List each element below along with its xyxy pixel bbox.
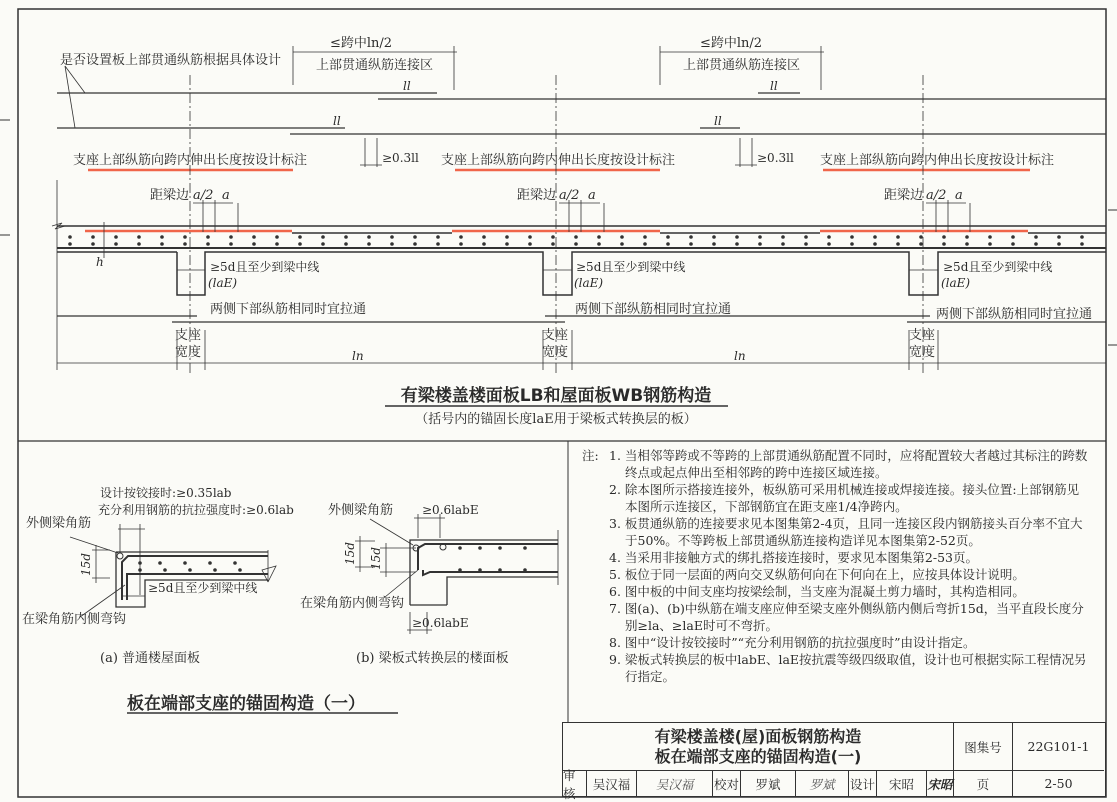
note-item: 3. 板贯通纵筋的连接要求见本图集第2-4页，且同一连接区段内钢筋接头百分率不宜大于50%。不等跨板上部贯通纵筋连接构造详见本图集第2-52页。: [609, 516, 1083, 548]
top-anchor-label: ≥0.6labE: [422, 503, 479, 517]
rebar-dot: [183, 242, 187, 246]
spacing-label: a: [588, 188, 596, 203]
notes-label: 注:: [582, 448, 599, 463]
dist-from-beam-label: 距梁边: [517, 188, 557, 203]
rebar-dot: [413, 235, 417, 239]
laE-label: (laE): [574, 276, 604, 290]
section-title: 板在端部支座的锚固构造（一）: [127, 694, 365, 714]
splice-zone-label: 上部贯通纵筋连接区: [316, 58, 434, 73]
rebar-dot: [478, 546, 482, 550]
rebar-dot: [712, 242, 716, 246]
rebar-dot: [528, 235, 532, 239]
rebar-dot: [458, 546, 462, 550]
hinged-anchor-label: 设计按铰接时:≥0.35lab: [100, 486, 232, 500]
note-item: 1. 当相邻等跨或不等跨的上部贯通纵筋配置不同时，应将配置较大者越过其标注的跨数终点或起点伸出至相邻跨的跨中连接区域连接。: [609, 448, 1088, 480]
check-label: 校对: [713, 771, 741, 796]
support-label: 支座: [542, 328, 569, 343]
rebar-dot: [188, 568, 192, 572]
support-extension-note: 支座上部纵筋向跨内伸出长度按设计标注: [820, 153, 1055, 168]
hook-length-label: 15d: [369, 547, 383, 570]
rebar-dot: [643, 242, 647, 246]
support-label: 支座: [175, 328, 202, 343]
rebar-dot: [137, 235, 141, 239]
rebar-dot: [505, 235, 509, 239]
rebar-dot: [896, 235, 900, 239]
rebar-dot: [413, 242, 417, 246]
bottom-anchor-label: ≥5d且至少到梁中线: [148, 581, 258, 595]
note-item: 5. 板位于同一层面的两向交叉纵筋何向在下何向在上，应按具体设计说明。: [609, 567, 1025, 582]
splice-zone-label: 上部贯通纵筋连接区: [683, 58, 801, 73]
detail-a-labels: [22, 485, 294, 666]
detail-a-diagram: [70, 524, 276, 617]
rebar-dot: [758, 242, 762, 246]
rebar-dot: [321, 242, 325, 246]
splice-limit-label: ≤跨中ln/2: [330, 36, 393, 51]
rebar-dot: [206, 235, 210, 239]
rebar-dot: [498, 546, 502, 550]
bottom-anchor-label: ≥0.6labE: [412, 616, 469, 630]
detail-b-labels: [300, 502, 509, 666]
outer-corner-bar-label: 外侧梁角筋: [26, 516, 92, 531]
diagram-subtitle: （括号内的锚固长度laE用于梁板式转换层的板）: [415, 412, 697, 427]
slab-thickness-label: h: [96, 255, 104, 269]
diagram-title: 有梁楼盖楼面板LB和屋面板WB钢筋构造: [400, 386, 712, 406]
rebar-dot: [988, 242, 992, 246]
rebar-dot: [666, 235, 670, 239]
rebar-dot: [252, 235, 256, 239]
bottom-continuous-note: 两侧下部纵筋相同时宜拉通: [210, 302, 367, 317]
rebar-dot: [114, 242, 118, 246]
rebar-dot: [298, 235, 302, 239]
rebar-dot: [482, 242, 486, 246]
rebar-dot: [965, 242, 969, 246]
bottom-anchor-label: ≥5d且至少到梁中线: [210, 260, 320, 274]
hook-inside-label: 在梁角筋内侧弯钩: [22, 612, 127, 627]
rebar-dot: [781, 242, 785, 246]
atlas-number: 22G101-1: [1013, 723, 1104, 771]
half-spacing-label: a/2: [559, 188, 580, 203]
rebar-dot: [91, 235, 95, 239]
note-item: 8. 图中“设计按铰接时”“充分利用钢筋的抗拉强度时”由设计指定。: [609, 635, 976, 650]
review-label: 审核: [563, 771, 587, 796]
rebar-dot: [459, 242, 463, 246]
rebar-dot: [1080, 235, 1084, 239]
rebar-dot: [597, 242, 601, 246]
outer-corner-bar-label: 外侧梁角筋: [328, 503, 394, 518]
hook-length-label: 15d: [343, 542, 357, 565]
reviewer-signature: 吴汉福: [637, 771, 713, 796]
rebar-dot: [896, 242, 900, 246]
rebar-dot: [275, 235, 279, 239]
full-strength-anchor-label: 充分利用钢筋的抗拉强度时:≥0.6lab: [98, 503, 294, 517]
rebar-dot: [206, 242, 210, 246]
detail-a-caption: (a) 普通楼屋面板: [100, 651, 201, 666]
rebar-dot: [298, 242, 302, 246]
rebar-dot: [988, 235, 992, 239]
rebar-dot: [367, 242, 371, 246]
checker-name: 罗斌: [741, 771, 796, 796]
lap-length-label: ll: [333, 114, 341, 128]
designer-signature: 宋昭: [927, 771, 954, 796]
notes-list: [582, 447, 1088, 685]
rebar-dot: [689, 235, 693, 239]
title-line-1: 有梁楼盖楼(屋)面板钢筋构造: [654, 727, 862, 746]
rebar-dot: [919, 242, 923, 246]
rebar-dot: [620, 235, 624, 239]
rebar-dot: [183, 561, 187, 565]
title-line-2: 板在端部支座的锚固构造(一): [654, 747, 862, 766]
lap-length-label: ll: [714, 114, 722, 128]
note-item: 7. 图(a)、(b)中纵筋在端支座应伸至梁支座外侧纵筋内侧后弯折15d，当平直段长度分别≥la、≥laE时可不弯折。: [609, 601, 1084, 633]
note-item: 6. 图中板的中间支座均按梁绘制，当支座为混凝土剪力墙时，其构造相同。: [609, 584, 1025, 599]
rebar-dot: [160, 235, 164, 239]
rebar-dot: [551, 242, 555, 246]
rebar-dot: [597, 235, 601, 239]
rebar-dot: [158, 561, 162, 565]
design-label: 设计: [849, 771, 877, 796]
rebar-dot: [459, 235, 463, 239]
rebar-dot: [183, 235, 187, 239]
rebar-dot: [482, 235, 486, 239]
half-spacing-label: a/2: [193, 188, 214, 203]
rebar-dot: [91, 242, 95, 246]
rebar-dot: [551, 235, 555, 239]
rebar-dot: [735, 242, 739, 246]
title-block: [562, 722, 1106, 801]
rebar-dot: [965, 235, 969, 239]
rebar-dot: [873, 235, 877, 239]
note-item: 4. 当采用非接触方式的绑扎搭接连接时，要求见本图集第2-53页。: [609, 550, 978, 565]
reviewer-name: 吴汉福: [587, 771, 637, 796]
rebar-dot: [68, 242, 72, 246]
rebar-dot: [390, 235, 394, 239]
rebar-dot: [574, 242, 578, 246]
rebar-dot: [208, 561, 212, 565]
laE-label: (laE): [208, 276, 238, 290]
width-label: 宽度: [909, 345, 936, 360]
rebar-dot: [712, 235, 716, 239]
rebar-dot: [528, 242, 532, 246]
rebar-dot: [233, 561, 237, 565]
page-number: 2-50: [1044, 776, 1073, 791]
rebar-dot: [942, 242, 946, 246]
min-stagger-label: ≥0.3ll: [757, 151, 794, 165]
rebar-dot: [321, 235, 325, 239]
rebar-dot: [436, 242, 440, 246]
rebar-dot: [344, 235, 348, 239]
support-extension-note: 支座上部纵筋向跨内伸出长度按设计标注: [441, 153, 676, 168]
detail-b-caption: (b) 梁板式转换层的楼面板: [356, 651, 509, 666]
rebar-dot: [758, 235, 762, 239]
designer-name: 宋昭: [877, 771, 927, 796]
rebar-dot: [666, 242, 670, 246]
spacing-label: a: [955, 188, 963, 203]
rebar-dot: [1011, 235, 1015, 239]
rebar-dot: [275, 242, 279, 246]
rebar-dot: [574, 235, 578, 239]
rebar-dot: [1034, 242, 1038, 246]
rebar-dot: [238, 568, 242, 572]
bottom-continuous-note: 两侧下部纵筋相同时宜拉通: [575, 302, 732, 317]
rebar-dot: [213, 568, 217, 572]
spacing-label: a: [222, 188, 230, 203]
dist-from-beam-label: 距梁边: [884, 188, 924, 203]
rebar-dot: [620, 242, 624, 246]
rebar-dot: [850, 235, 854, 239]
rebar-dot: [1080, 242, 1084, 246]
atlas-label: 图集号: [954, 723, 1013, 771]
clear-span-label: ln: [352, 349, 364, 363]
rebar-dot: [390, 242, 394, 246]
note-item: 9. 梁板式转换层的板中labE、laE按抗震等级四级取值，设计也可根据实际工程情况另行指定。: [609, 652, 1087, 684]
laE-label: (laE): [941, 276, 971, 290]
rebar-dot: [252, 242, 256, 246]
rebar-dot: [804, 235, 808, 239]
page-label: 页: [954, 771, 1013, 796]
rebar-dot: [367, 235, 371, 239]
rebar-dot: [873, 242, 877, 246]
clear-span-label: ln: [734, 349, 746, 363]
lap-length-label: ll: [770, 79, 778, 93]
rebar-dot: [163, 568, 167, 572]
rebar-dot: [344, 242, 348, 246]
checker-signature: 罗斌: [796, 771, 849, 796]
rebar-dot: [1057, 235, 1061, 239]
rebar-dot: [689, 242, 693, 246]
rebar-dot: [137, 242, 141, 246]
width-label: 宽度: [175, 345, 202, 360]
support-extension-note: 支座上部纵筋向跨内伸出长度按设计标注: [73, 153, 308, 168]
rebar-dot: [505, 242, 509, 246]
drawing-title: [563, 723, 954, 771]
bottom-continuous-note: 两侧下部纵筋相同时宜拉通: [936, 307, 1093, 322]
splice-limit-label: ≤跨中ln/2: [700, 36, 763, 51]
rebar-dot: [229, 235, 233, 239]
rebar-dot: [827, 235, 831, 239]
rebar-dot: [781, 235, 785, 239]
rebar-dot: [1057, 242, 1061, 246]
half-spacing-label: a/2: [926, 188, 947, 203]
rebar-dot: [436, 235, 440, 239]
rebar-dot: [114, 235, 118, 239]
bottom-anchor-label: ≥5d且至少到梁中线: [576, 260, 686, 274]
rebar-dot: [735, 235, 739, 239]
width-label: 宽度: [542, 345, 569, 360]
rebar-dot: [160, 242, 164, 246]
rebar-dot: [827, 242, 831, 246]
rebar-dot: [229, 242, 233, 246]
rebar-dot: [942, 235, 946, 239]
support-label: 支座: [909, 328, 936, 343]
lap-length-label: ll: [403, 79, 411, 93]
dist-from-beam-label: 距梁边: [150, 188, 190, 203]
top-rebar-note: 是否设置板上部贯通纵筋根据具体设计: [60, 53, 282, 68]
rebar-dot: [1034, 235, 1038, 239]
rebar-dot: [643, 235, 647, 239]
hook-length-label: 15d: [79, 553, 93, 576]
min-stagger-label: ≥0.3ll: [382, 151, 419, 165]
rebar-dot: [919, 235, 923, 239]
bottom-anchor-label: ≥5d且至少到梁中线: [943, 260, 1053, 274]
notes-block: [582, 447, 1088, 685]
rebar-dot: [1011, 242, 1015, 246]
rebar-dot: [804, 242, 808, 246]
note-item: 2. 除本图所示搭接连接外，板纵筋可采用机械连接或焊接连接。接头位置:上部钢筋见本图所示连接区，下部钢筋宜在距支座1/4净跨内。: [609, 482, 1080, 514]
rebar-dot: [523, 546, 527, 550]
hook-inside-label: 在梁角筋内侧弯钩: [300, 596, 405, 611]
rebar-dot: [68, 235, 72, 239]
rebar-dot: [850, 242, 854, 246]
